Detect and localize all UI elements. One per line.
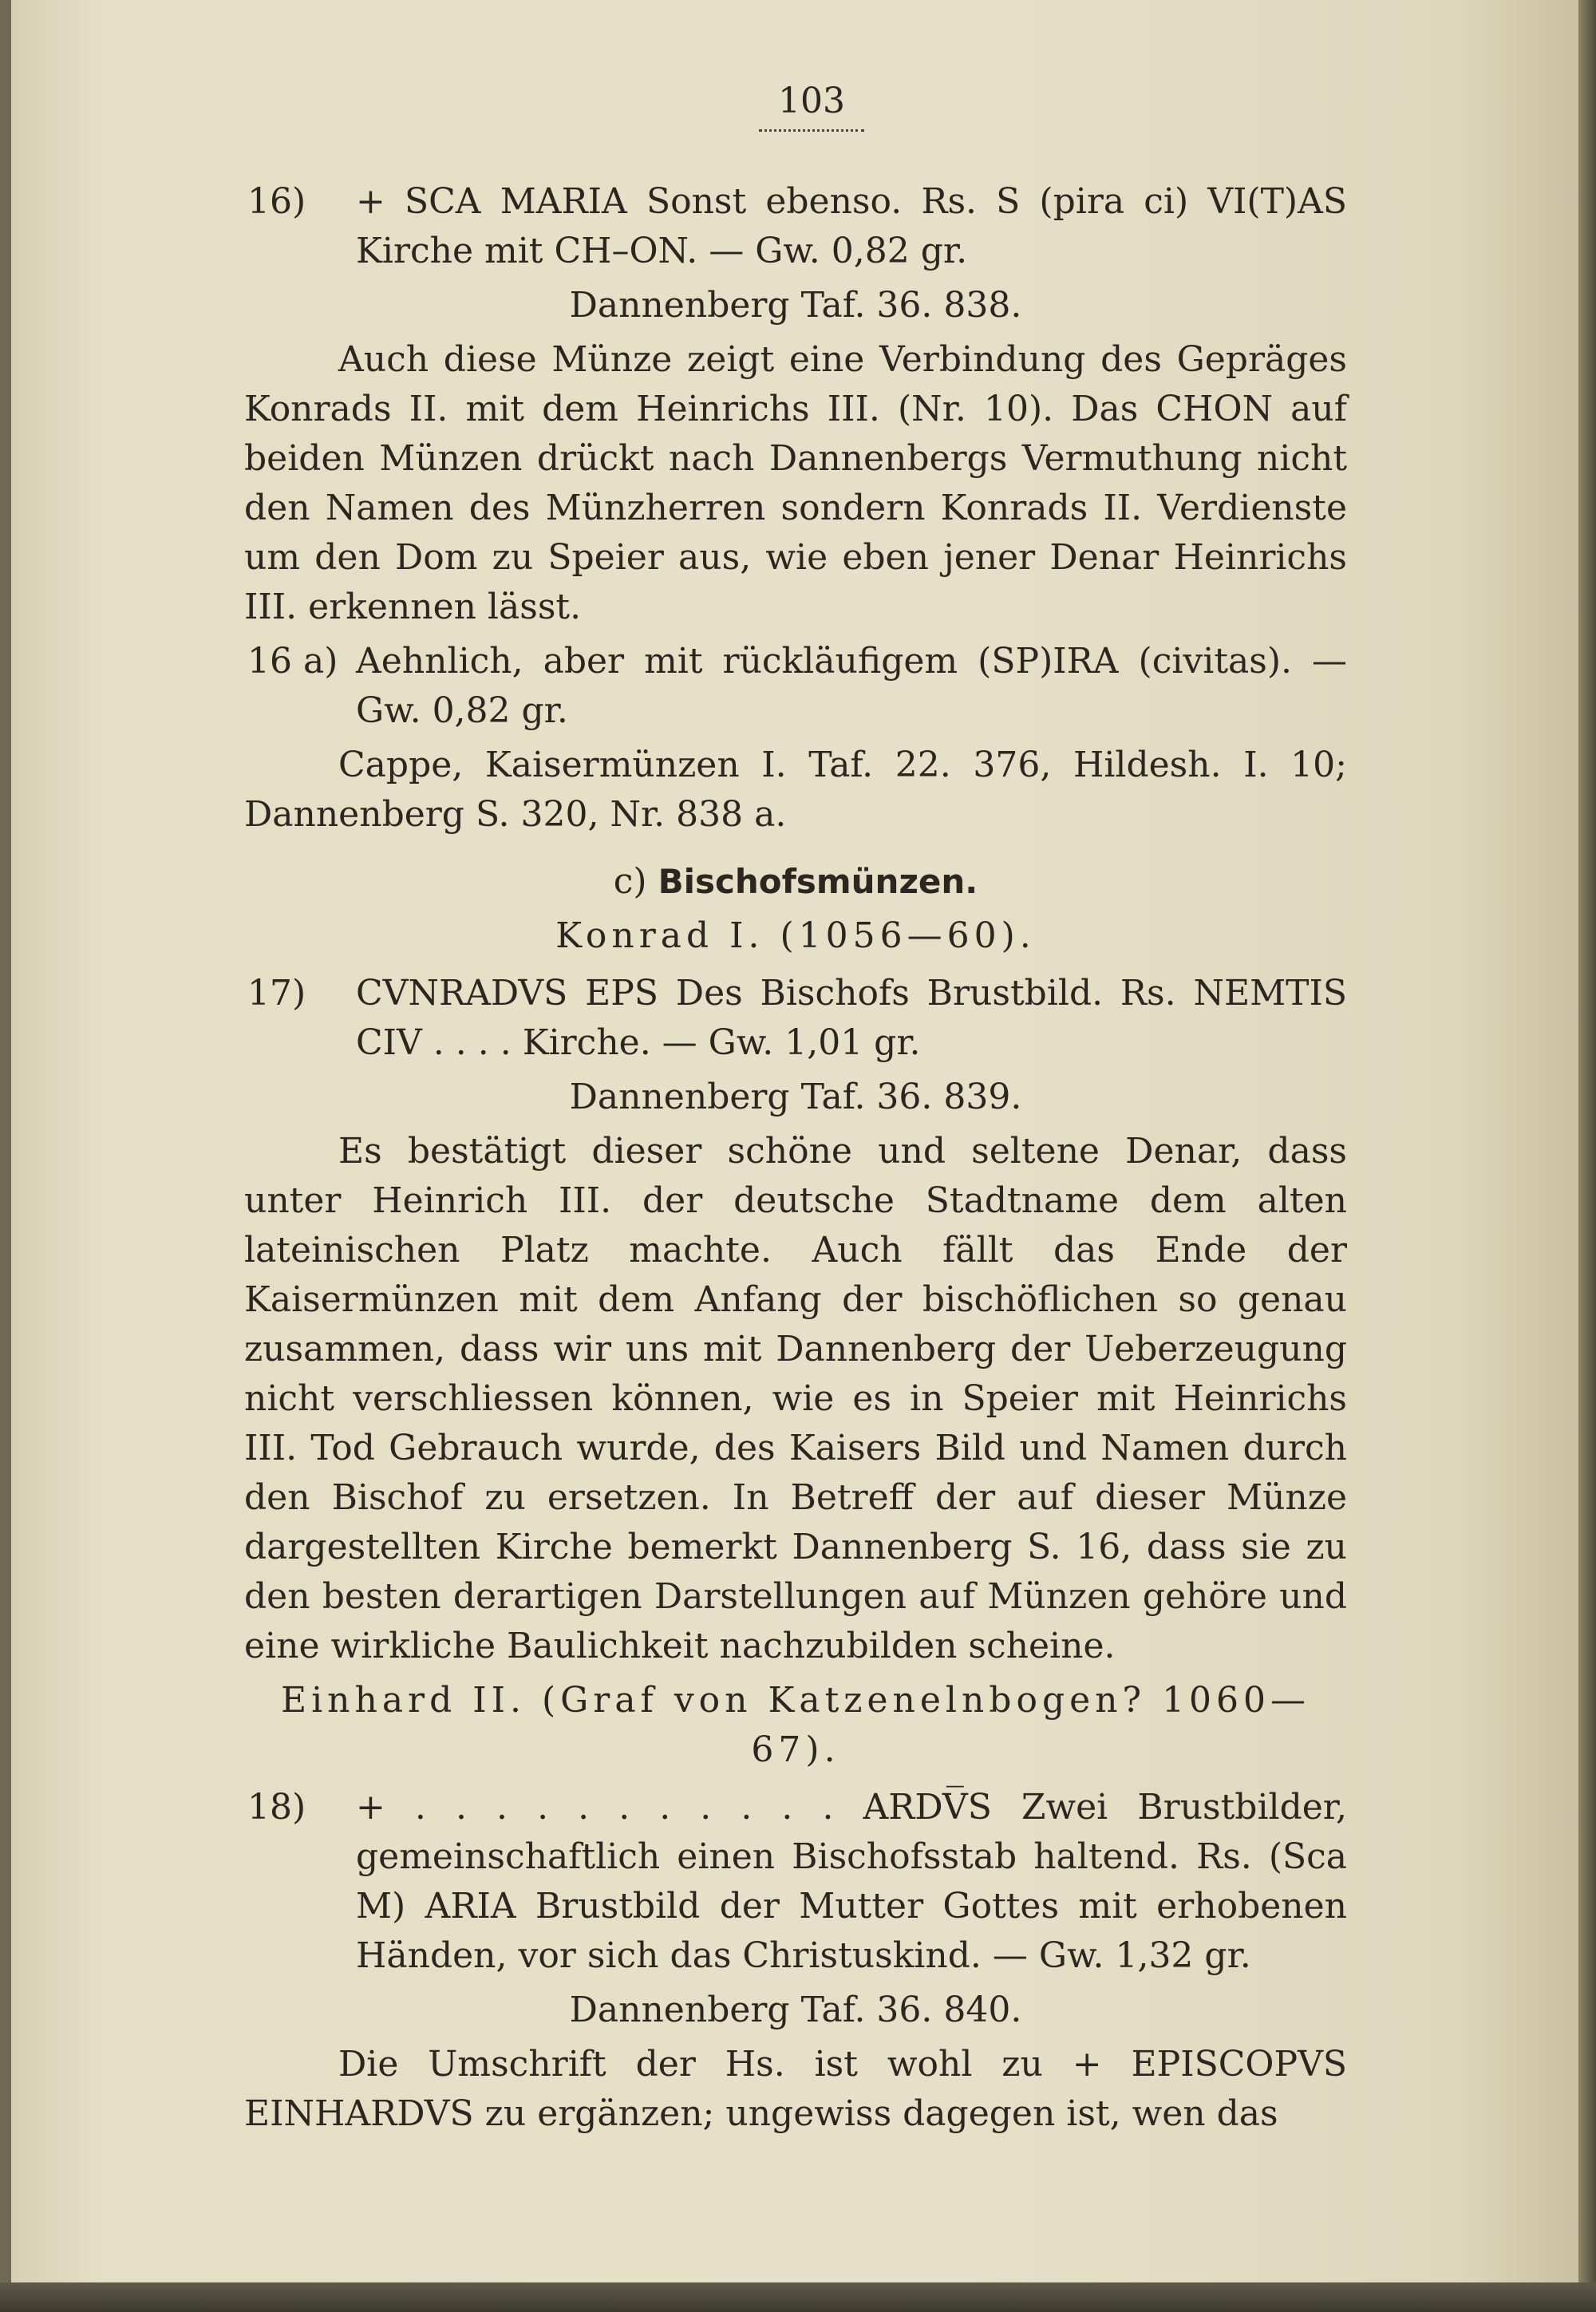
coin-entry-16 — [244, 177, 1347, 276]
ruler-konrad: Konrad I. (1056—60). — [555, 915, 1036, 956]
reference-16: Dannenberg Taf. 36. 838. — [569, 285, 1022, 326]
section-prefix: c) — [613, 861, 647, 902]
reference-18: Dannenberg Taf. 36. 840. — [569, 1990, 1022, 2030]
entry-text: + . . . . . . . . . . . ARDV̅S Zwei Brustbilder, gemeinschaftlich einen Bischofsstab haltend. Rs. (Sca M) ARIA Brustbild der Mutter Gottes mit erhobenen Händen, vor sich das Christuskind. — Gw. 1,32 gr. — [356, 1787, 1347, 1976]
book-edge-bottom — [0, 2282, 1596, 2312]
reference-17: Dannenberg Taf. 36. 839. — [569, 1077, 1022, 1117]
entry-text: Aehnlich, aber mit rückläufigem (SP)IRA (civitas). — Gw. 0,82 gr. — [356, 641, 1347, 731]
coin-entry-17 — [244, 969, 1347, 1068]
coin-entry-18 — [244, 1783, 1347, 1981]
ruler-einhard: Einhard II. (Graf von Katzenelnbogen? 1060—67). — [280, 1680, 1311, 1770]
entry-number: 18) — [247, 1787, 306, 1828]
page-number: 103 — [276, 77, 1347, 132]
entry-number: 16 a) — [247, 641, 338, 682]
coin-entry-16a — [244, 637, 1347, 736]
entry-number: 16) — [247, 181, 306, 222]
paragraph-denar: Es bestätigt dieser schöne und seltene Denar, dass unter Heinrich III. der deutsche Stadtname dem alten lateinischen Platz machte. Auch fällt das Ende der Kaisermünzen mit dem Anfang der bischöflichen so genau zusammen, dass wir uns mit Dannenberg der Ueberzeugung nicht verschliessen können, wie es in Speier mit Heinrichs III. Tod Gebrauch wurde, des Kaisers Bild und Namen durch den Bischof zu ersetzen. In Betreff der auf dieser Münze dargestellten Kirche bemerkt Dannenberg S. 16, dass sie zu den besten derartigen Darstellungen auf Münzen gehöre und eine wirkliche Baulichkeit nachzubilden scheine. — [244, 1131, 1347, 1666]
paragraph-umschrift: Die Umschrift der Hs. ist wohl zu + EPISCOPVS EINHARDVS zu ergänzen; ungewiss dagegen ist, wen das — [244, 2044, 1347, 2134]
entry-text: CVNRADVS EPS Des Bischofs Brustbild. Rs. NEMTIS CIV . . . . Kirche. — Gw. 1,01 gr. — [356, 973, 1347, 1063]
book-page — [11, 0, 1580, 2282]
section-heading — [244, 857, 1347, 907]
paragraph-konrad-heinrich: Auch diese Münze zeigt eine Verbindung des Gepräges Konrads II. mit dem Heinrichs III. (Nr. 10). Das CHON auf beiden Münzen drückt nach Dannenbergs Vermuthung nicht den Namen des Münzherren sondern Konrads II. Verdienste um den Dom zu Speier aus, wie eben jener Denar Heinrichs III. erkennen lässt. — [244, 339, 1347, 627]
entry-text: + SCA MARIA Sonst ebenso. Rs. S (pira ci) VI(T)AS Kirche mit CH–ON. — Gw. 0,82 gr. — [356, 181, 1347, 271]
book-edge-right — [1578, 0, 1596, 2312]
page-content — [244, 77, 1347, 2144]
paragraph-cappe: Cappe, Kaisermünzen I. Taf. 22. 376, Hildesh. I. 10; Dannenberg S. 320, Nr. 838 a. — [244, 745, 1347, 835]
entry-number: 17) — [247, 973, 306, 1014]
section-title: Bischofsmünzen. — [658, 862, 978, 901]
